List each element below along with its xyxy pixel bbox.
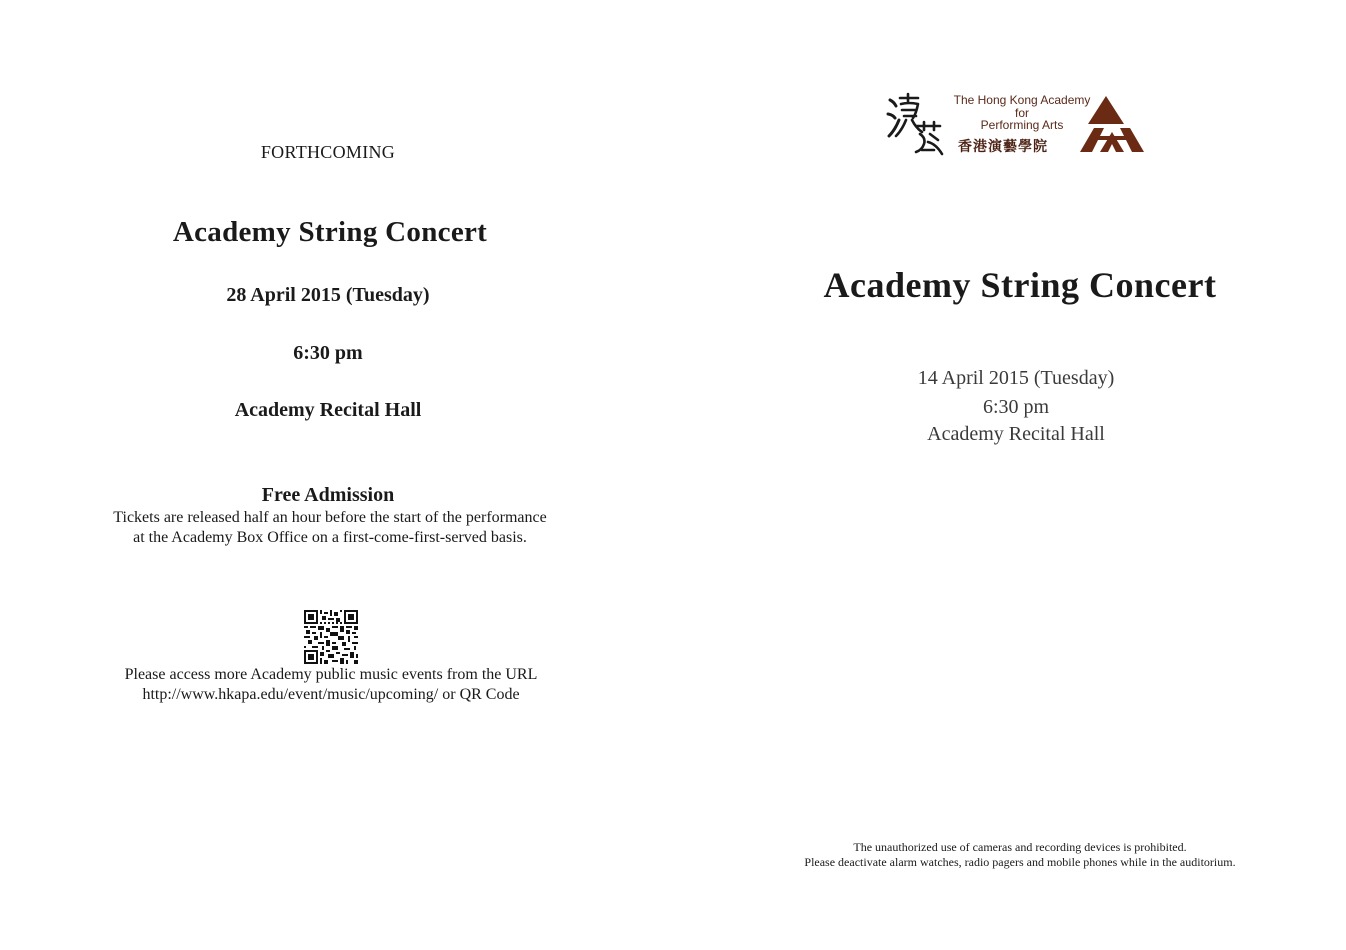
logo-english-name [948,94,1096,132]
front-cover-panel [680,0,1346,950]
forthcoming-concert-title: Academy String Concert [172,216,488,248]
back-cover-panel [0,0,660,950]
logo-english-line1: The Hong Kong Academy [953,93,1091,107]
forthcoming-concert-time: 6:30 pm [293,342,363,364]
admission-note-line1: Tickets are released half an hour before the start of the performance [113,509,547,526]
free-admission-heading: Free Admission [261,484,395,506]
logo-chinese-name: 香港演藝學院 [958,139,1048,155]
deactivate-devices-notice: Please deactivate alarm watches, radio pagers and mobile phones while in the auditorium. [804,855,1236,869]
forthcoming-concert-date: 28 April 2015 (Tuesday) [226,284,430,306]
logo-english-line3: Performing Arts [980,118,1064,132]
concert-title: Academy String Concert [823,265,1217,305]
music-events-access-line1: Please access more Academy public music events from the URL [124,666,538,683]
concert-date: 14 April 2015 (Tuesday) [917,367,1115,389]
forthcoming-concert-venue: Academy Recital Hall [234,399,422,421]
hkapa-logo [886,90,1144,158]
concert-time: 6:30 pm [982,396,1050,418]
music-events-url-line[interactable]: http://www.hkapa.edu/event/music/upcoming/ or QR Code [142,686,520,703]
calligraphy-logo-icon [886,92,948,158]
qr-code-icon[interactable] [304,610,358,664]
concert-venue: Academy Recital Hall [927,423,1105,445]
forthcoming-label: FORTHCOMING [260,142,396,162]
logo-english-line2: for [1014,105,1029,120]
recording-prohibited-notice: The unauthorized use of cameras and recording devices is prohibited. [853,840,1187,854]
academy-triangle-mark-icon [1080,96,1144,154]
admission-note-line2: at the Academy Box Office on a first-come-first-served basis. [133,529,527,546]
